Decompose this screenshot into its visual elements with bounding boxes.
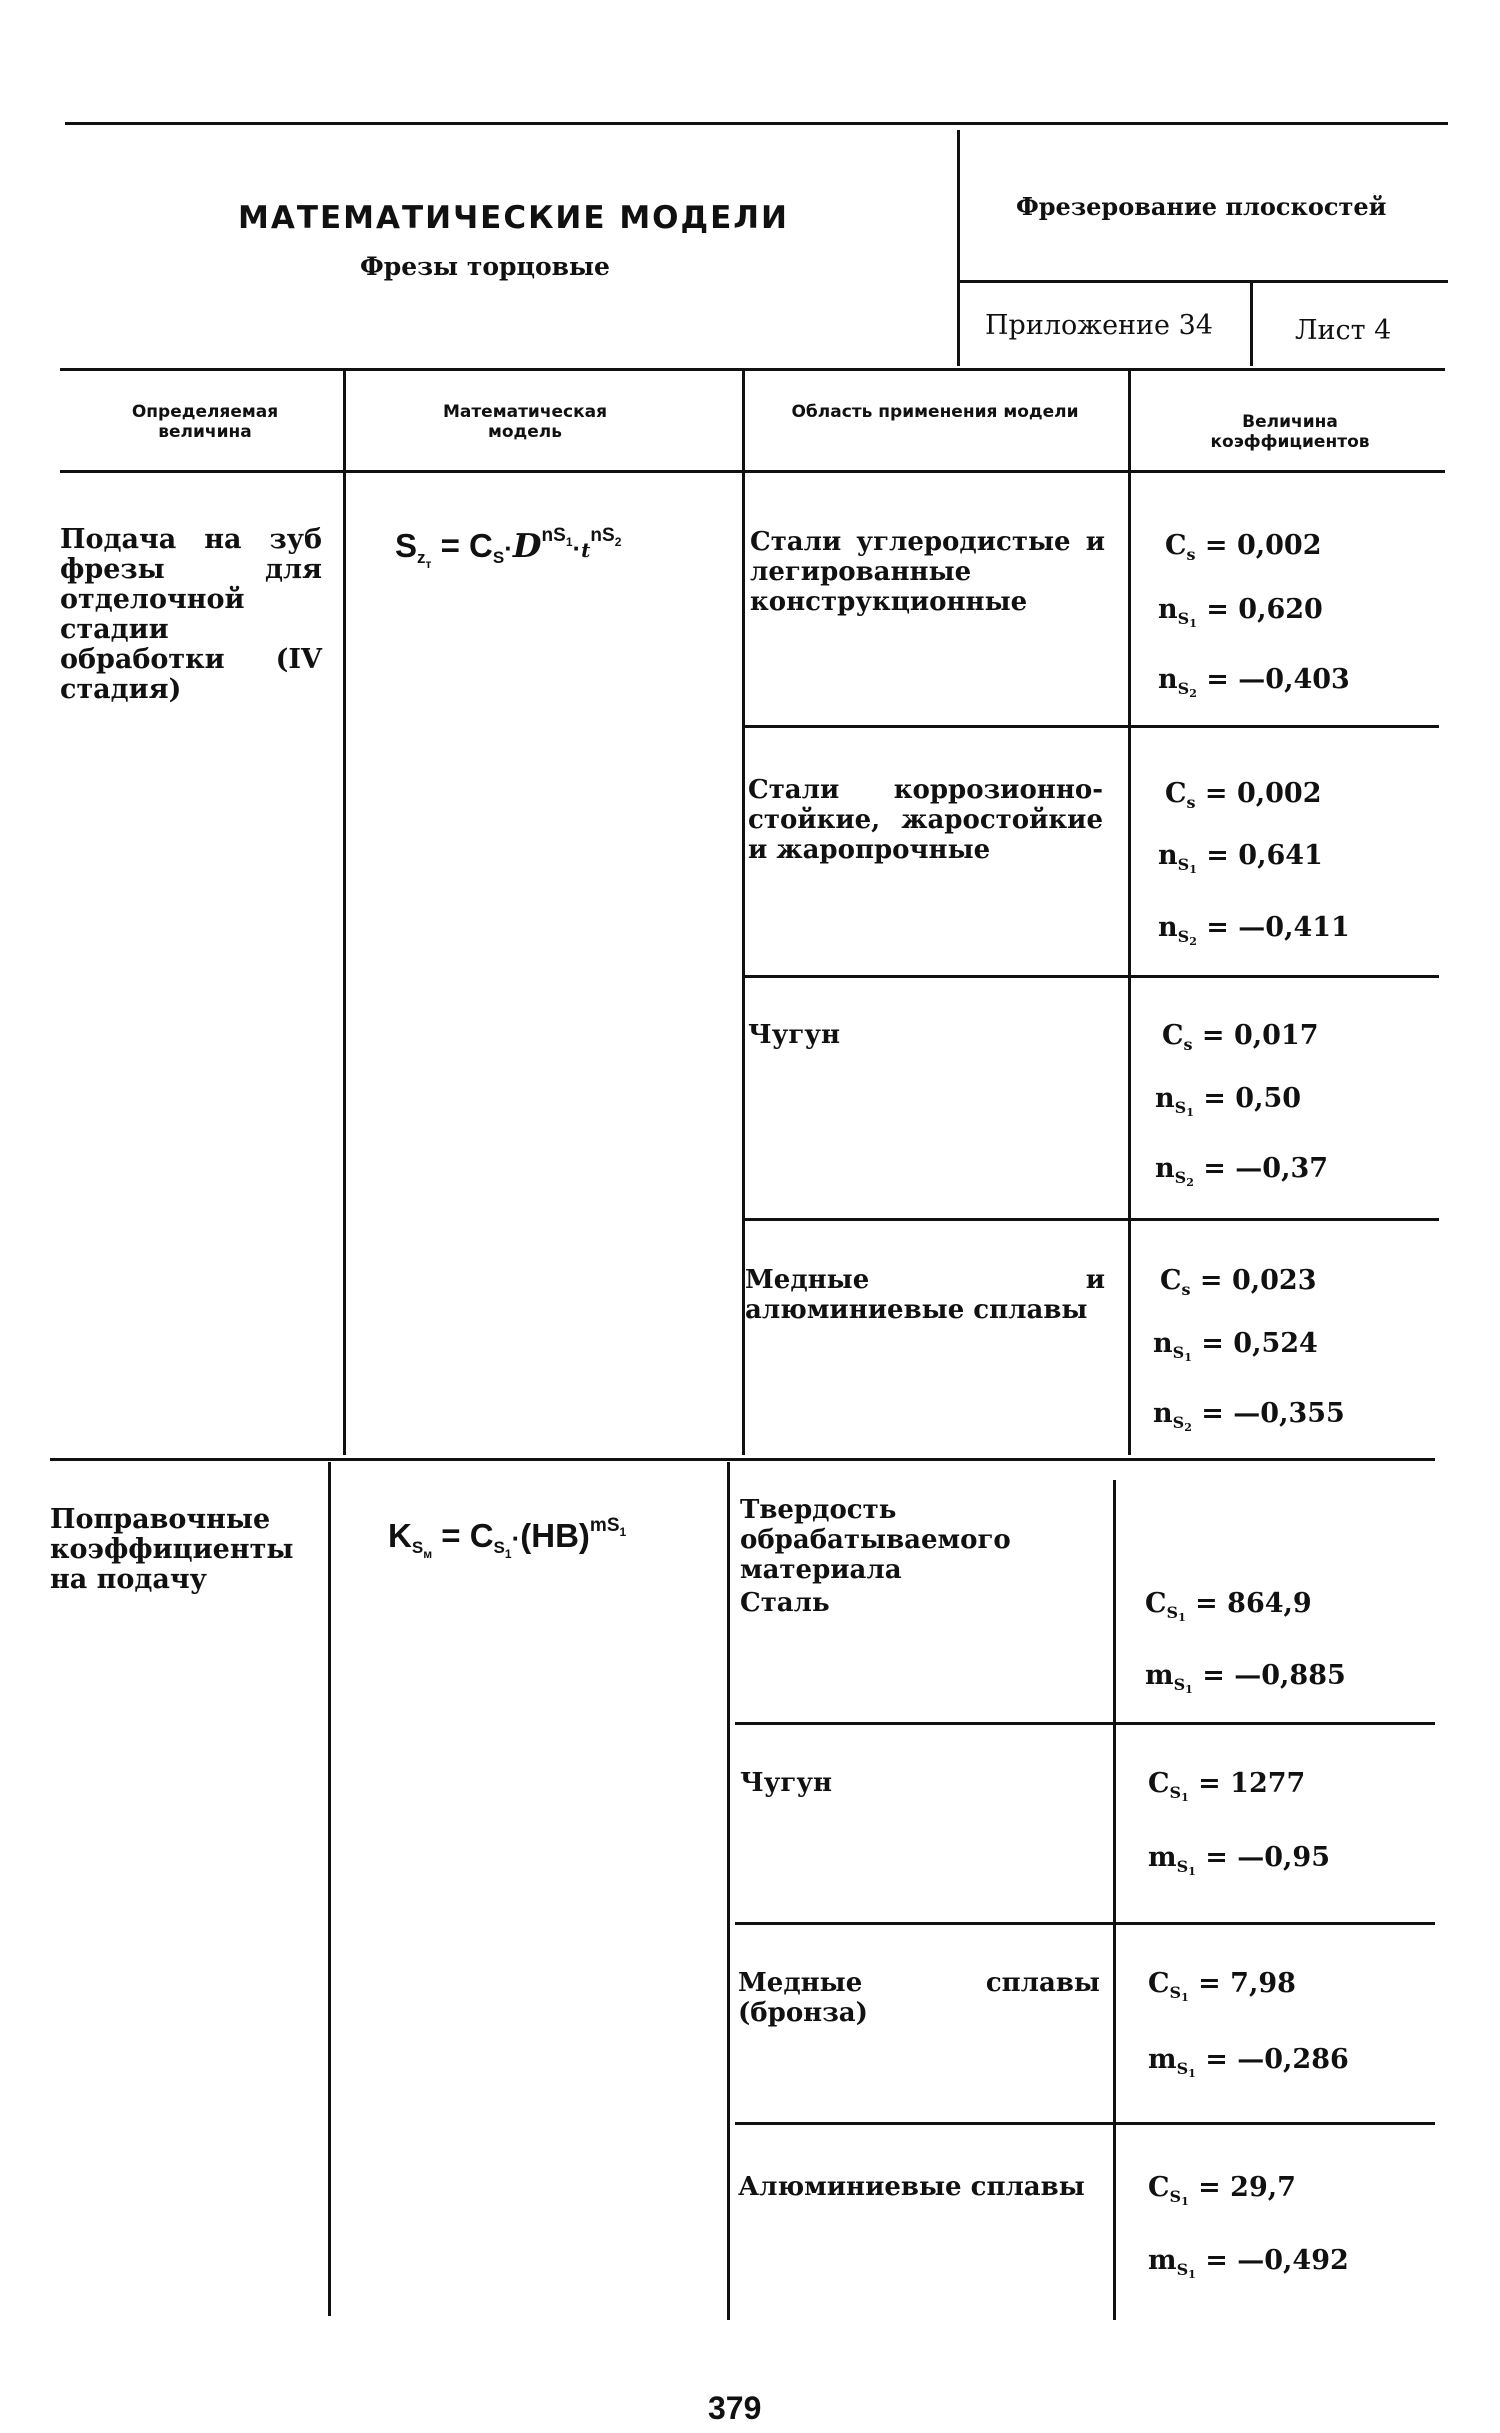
col-rule-1 — [343, 370, 346, 1455]
header-top-rule — [65, 122, 1448, 125]
appendix-divider — [1250, 282, 1253, 366]
s1-row2-coef2: $n_{S_1} = 0,641$ — [1158, 840, 1323, 876]
col-rule-2b — [727, 1462, 730, 2320]
sheet-label: Лист 4 — [1295, 315, 1392, 346]
column-header-area: Область применения модели — [791, 402, 1079, 422]
s2-row3-rule — [735, 2122, 1435, 2125]
s1-row1-rule — [744, 725, 1439, 728]
col-rule-3 — [1128, 370, 1131, 1455]
section1-quantity: Подача на зуб фрезы для отделочной стадии обработки (IV стадия) — [60, 524, 322, 705]
col-rule-1b — [328, 1462, 331, 2316]
section2-group-label: Твердость обрабатываемого материала — [740, 1495, 1011, 1585]
s1-row4-area: Медные и алюминиевые сплавы — [745, 1265, 1105, 1325]
column-header-bottom-rule — [60, 470, 1445, 473]
s2-row3-coef2: $m_{S_1}$ = —0,286 — [1148, 2044, 1349, 2080]
s2-row4-coef2: $m_{S_1}$ = —0,492 — [1148, 2245, 1349, 2281]
s1-row2-area: Стали коррозионно-стойкие, жаростойкие и жаропрочные — [748, 775, 1103, 865]
s1-row4-coef2: $n_{S_1} = 0,524$ — [1153, 1328, 1318, 1364]
s1-row3-coef1: $C_s = 0,017$ — [1162, 1020, 1319, 1054]
header-divider — [957, 130, 960, 366]
s1-row2-coef3: $n_{S_2}$ = —0,411 — [1158, 912, 1350, 948]
s2-row4-coef1: $C_{S_1} = 29,7$ — [1148, 2172, 1296, 2208]
s1-row3-coef3: $n_{S_2}$ = —0,37 — [1155, 1153, 1329, 1189]
s1-row2-coef1: $C_s = 0,002$ — [1165, 778, 1322, 812]
s2-row2-coef1: $C_{S_1} = 1277$ — [1148, 1768, 1306, 1804]
s1-row3-coef2: $n_{S_1} = 0,50$ — [1155, 1083, 1302, 1119]
s2-row3-area: Медные сплавы (бронза) — [738, 1968, 1100, 2028]
s2-row2-coef2: $m_{S_1}$ = —0,95 — [1148, 1842, 1330, 1878]
page-number: 379 — [708, 2390, 762, 2426]
col-rule-3b — [1113, 1480, 1116, 2320]
s2-row1-rule — [735, 1722, 1435, 1725]
column-header-model: Математическая модель — [442, 402, 608, 442]
column-header-coef: Величина коэффициентов — [1210, 412, 1370, 452]
s1-row4-coef1: $C_s = 0,023$ — [1160, 1265, 1317, 1299]
section-divider — [50, 1458, 1435, 1461]
s1-row2-rule — [744, 975, 1439, 978]
column-header-top-rule — [60, 368, 1445, 371]
s1-row4-coef3: $n_{S_2}$ = —0,355 — [1153, 1398, 1345, 1434]
s2-row1-area: Сталь — [740, 1588, 830, 1618]
header-right-rule — [960, 280, 1448, 283]
s1-row1-coef1: $C_s = 0,002$ — [1165, 530, 1322, 564]
s1-row1-area: Стали углеродистые и легированные конструкционные — [750, 527, 1105, 617]
s2-row2-area: Чугун — [740, 1768, 832, 1798]
section1-formula: $S_{z_т} = C_S\cdot D^{nS_1}\cdot t^{nS_2}$ — [395, 525, 622, 571]
page-subtitle: Фрезы торцовые — [360, 252, 610, 281]
s2-row2-rule — [735, 1922, 1435, 1925]
s2-row1-coef1: $C_{S_1} = 864,9$ — [1145, 1588, 1312, 1624]
s1-row3-area: Чугун — [748, 1020, 840, 1050]
column-header-quantity: Определяемая величина — [131, 402, 279, 442]
s2-row4-area: Алюминиевые сплавы — [738, 2172, 1085, 2202]
s1-row3-rule — [744, 1218, 1439, 1221]
s2-row3-coef1: $C_{S_1} = 7,98$ — [1148, 1968, 1296, 2004]
section2-quantity: Поправочные коэффициенты на подачу — [50, 1504, 294, 1595]
s1-row1-coef3: $n_{S_2}$ = —0,403 — [1158, 664, 1350, 700]
s1-row1-coef2: $n_{S_1} = 0,620$ — [1158, 594, 1323, 630]
section2-formula: $K_{S_м} = C_{S_1}\cdot(HB)^{mS_1}$ — [388, 1515, 627, 1561]
operation-label: Фрезерование плоскостей — [1016, 192, 1387, 221]
appendix-label: Приложение 34 — [985, 310, 1213, 341]
s2-row1-coef2: $m_{S_1}$ = —0,885 — [1145, 1660, 1346, 1696]
page-title: МАТЕМАТИЧЕСКИЕ МОДЕЛИ — [238, 200, 790, 236]
